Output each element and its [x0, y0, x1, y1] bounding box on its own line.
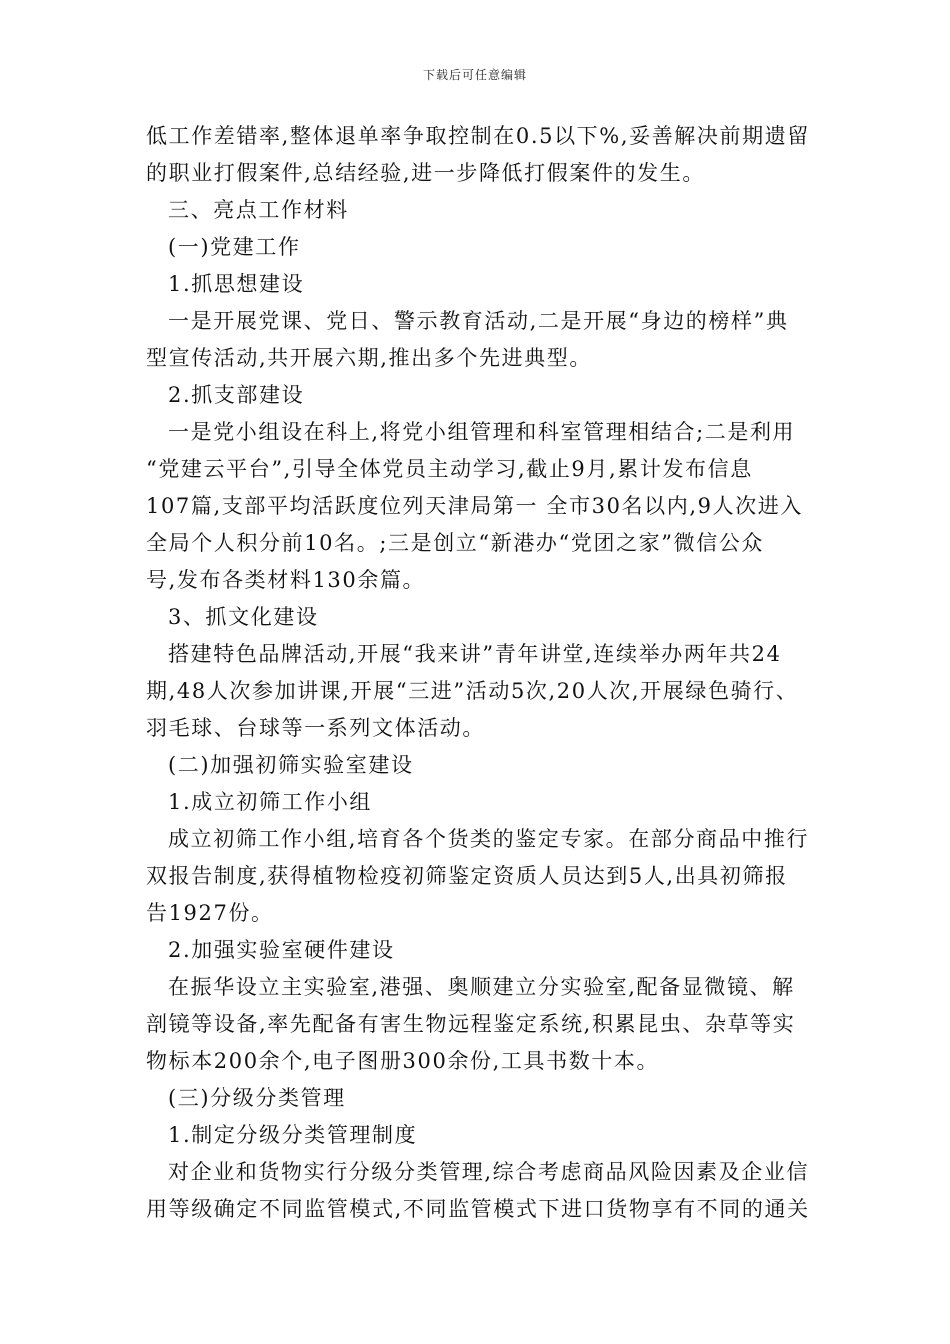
text-line: 用等级确定不同监管模式,不同监管模式下进口货物享有不同的通关	[146, 1197, 810, 1221]
text-line: 的职业打假案件,总结经验,进一步降低打假案件的发生。	[146, 161, 705, 185]
text-line: (一)党建工作	[168, 235, 301, 259]
text-line: 一是开展党课、党日、警示教育活动,二是开展“身边的榜样”典	[168, 309, 789, 333]
text-line: 告1927份。	[146, 901, 274, 925]
text-line: 搭建特色品牌活动,开展“我来讲”青年讲堂,连续举办两年共24	[168, 642, 782, 666]
text-line: 成立初筛工作小组,培育各个货类的鉴定专家。在部分商品中推行	[168, 827, 810, 851]
text-line: 一是党小组设在科上,将党小组管理和科室管理相结合;二是利用	[168, 420, 796, 444]
page-header: 下载后可任意编辑	[422, 68, 527, 82]
text-line: (三)分级分类管理	[168, 1086, 346, 1110]
text-line: 号,发布各类材料130余篇。	[146, 568, 426, 592]
text-line: “党建云平台”,引导全体党员主动学习,截止9月,累计发布信息	[146, 457, 753, 481]
document-body	[146, 118, 810, 1228]
text-line: 1.抓思想建设	[168, 272, 305, 296]
text-line: 低工作差错率,整体退单率争取控制在0.5以下%,妥善解决前期遗留	[146, 124, 810, 148]
text-line: 2.抓支部建设	[168, 383, 305, 407]
text-line: 型宣传活动,共开展六期,推出多个先进典型。	[146, 346, 592, 370]
text-line: 在振华设立主实验室,港强、奥顺建立分实验室,配备显微镜、解	[168, 975, 795, 999]
text-line: 1.成立初筛工作小组	[168, 790, 373, 814]
text-line: 1.制定分级分类管理制度	[168, 1123, 418, 1147]
text-line: 羽毛球、台球等一系列文体活动。	[146, 716, 485, 740]
text-line: 3、抓文化建设	[168, 605, 319, 629]
text-line: (二)加强初筛实验室建设	[168, 753, 414, 777]
text-line: 物标本200余个,电子图册300余份,工具书数十本。	[146, 1049, 660, 1073]
text-line: 剖镜等设备,率先配备有害生物远程鉴定系统,积累昆虫、杂草等实	[146, 1012, 796, 1036]
text-line: 三、亮点工作材料	[168, 198, 349, 222]
text-line: 期,48人次参加讲课,开展“三进”活动5次,20人次,开展绿色骑行、	[146, 679, 799, 703]
text-line: 全局个人积分前10名。;三是创立“新港办“党团之家”微信公众	[146, 531, 765, 555]
text-line: 2.加强实验室硬件建设	[168, 938, 395, 962]
text-line: 107篇,支部平均活跃度位列天津局第一 全市30名以内,9人次进入	[146, 494, 803, 518]
text-line: 双报告制度,获得植物检疫初筛鉴定资质人员达到5人,出具初筛报	[146, 864, 788, 888]
text-line: 对企业和货物实行分级分类管理,综合考虑商品风险因素及企业信	[168, 1160, 810, 1184]
